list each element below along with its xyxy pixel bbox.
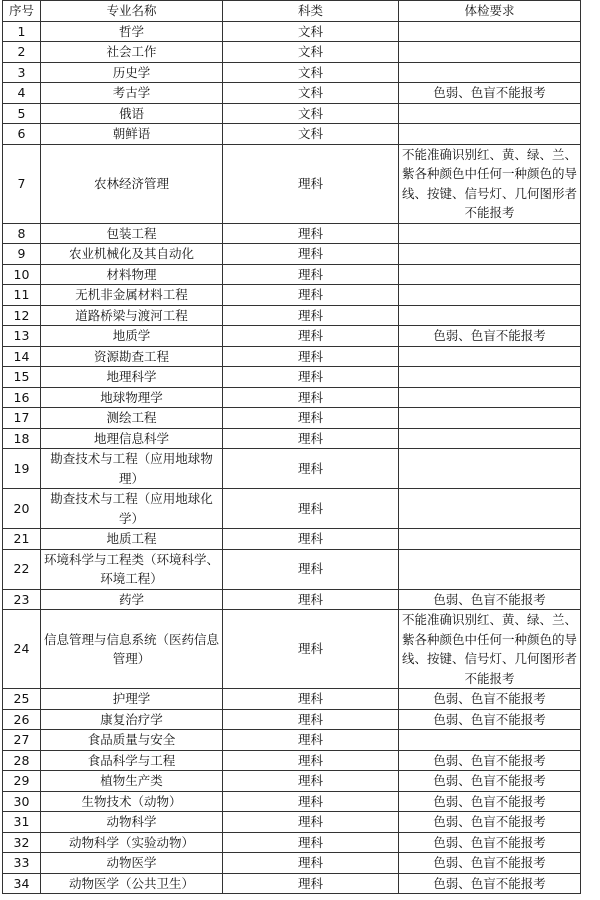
row-category: 理科 [223,244,399,265]
row-major-name: 食品质量与安全 [41,730,223,751]
row-index: 24 [3,610,41,689]
table-row [3,832,581,853]
row-major-name: 地质学 [41,326,223,347]
row-category: 理科 [223,346,399,367]
row-index: 2 [3,42,41,63]
table-row [3,62,581,83]
row-requirement [399,428,581,449]
row-index: 25 [3,689,41,710]
header-requirement: 体检要求 [399,1,581,22]
row-requirement [399,529,581,550]
row-major-name: 动物科学（实验动物） [41,832,223,853]
row-requirement: 不能准确识别红、黄、绿、兰、紫各种颜色中任何一种颜色的导线、按键、信号灯、几何图形者不能报考 [399,610,581,689]
table-row [3,428,581,449]
row-category: 理科 [223,449,399,489]
row-requirement: 色弱、色盲不能报考 [399,709,581,730]
table-row [3,610,581,689]
row-index: 12 [3,305,41,326]
row-index: 3 [3,62,41,83]
row-index: 23 [3,589,41,610]
table-row [3,529,581,550]
row-category: 理科 [223,791,399,812]
row-index: 4 [3,83,41,104]
row-index: 17 [3,408,41,429]
row-index: 20 [3,489,41,529]
row-requirement [399,346,581,367]
row-requirement: 色弱、色盲不能报考 [399,873,581,894]
row-category: 文科 [223,124,399,145]
row-major-name: 环境科学与工程类（环境科学、环境工程） [41,549,223,589]
row-category: 理科 [223,305,399,326]
row-category: 理科 [223,750,399,771]
row-index: 18 [3,428,41,449]
row-category: 理科 [223,689,399,710]
header-major-name: 专业名称 [41,1,223,22]
table-row [3,124,581,145]
row-requirement: 色弱、色盲不能报考 [399,689,581,710]
row-category: 文科 [223,42,399,63]
table-row [3,326,581,347]
row-major-name: 动物医学（公共卫生） [41,873,223,894]
row-index: 34 [3,873,41,894]
table-row [3,408,581,429]
row-requirement [399,387,581,408]
row-category: 理科 [223,326,399,347]
row-requirement: 色弱、色盲不能报考 [399,853,581,874]
row-major-name: 材料物理 [41,264,223,285]
row-category: 理科 [223,264,399,285]
row-major-name: 历史学 [41,62,223,83]
row-category: 文科 [223,83,399,104]
table-row [3,223,581,244]
table-row [3,750,581,771]
table-row [3,791,581,812]
row-requirement [399,103,581,124]
table-row [3,771,581,792]
row-category: 理科 [223,408,399,429]
row-major-name: 地理科学 [41,367,223,388]
row-major-name: 地球物理学 [41,387,223,408]
row-requirement [399,408,581,429]
row-major-name: 生物技术（动物） [41,791,223,812]
table-row [3,387,581,408]
row-category: 理科 [223,812,399,833]
row-index: 33 [3,853,41,874]
majors-table [2,0,581,894]
row-category: 理科 [223,589,399,610]
table-row [3,449,581,489]
table-row [3,83,581,104]
row-major-name: 植物生产类 [41,771,223,792]
row-requirement [399,730,581,751]
row-category: 文科 [223,21,399,42]
table-row [3,42,581,63]
row-requirement: 不能准确识别红、黄、绿、兰、紫各种颜色中任何一种颜色的导线、按键、信号灯、几何图形者不能报考 [399,144,581,223]
row-major-name: 药学 [41,589,223,610]
table-row [3,589,581,610]
table-row [3,873,581,894]
header-row [3,1,581,22]
row-requirement: 色弱、色盲不能报考 [399,832,581,853]
row-major-name: 勘查技术与工程（应用地球化学） [41,489,223,529]
row-index: 28 [3,750,41,771]
row-index: 5 [3,103,41,124]
row-major-name: 康复治疗学 [41,709,223,730]
row-requirement: 色弱、色盲不能报考 [399,750,581,771]
row-requirement [399,244,581,265]
row-index: 6 [3,124,41,145]
row-index: 21 [3,529,41,550]
row-index: 16 [3,387,41,408]
row-major-name: 地理信息科学 [41,428,223,449]
row-index: 29 [3,771,41,792]
row-index: 1 [3,21,41,42]
table-row [3,853,581,874]
row-category: 文科 [223,62,399,83]
row-index: 30 [3,791,41,812]
row-index: 26 [3,709,41,730]
row-index: 11 [3,285,41,306]
row-index: 27 [3,730,41,751]
table-row [3,244,581,265]
row-requirement [399,549,581,589]
header-category: 科类 [223,1,399,22]
row-requirement [399,449,581,489]
row-category: 理科 [223,853,399,874]
row-index: 13 [3,326,41,347]
row-requirement [399,489,581,529]
row-index: 32 [3,832,41,853]
table-row [3,730,581,751]
table-row [3,812,581,833]
row-category: 理科 [223,730,399,751]
row-major-name: 护理学 [41,689,223,710]
header-index: 序号 [3,1,41,22]
row-requirement: 色弱、色盲不能报考 [399,791,581,812]
table-row [3,103,581,124]
table-row [3,346,581,367]
row-major-name: 测绘工程 [41,408,223,429]
row-requirement [399,21,581,42]
row-major-name: 勘查技术与工程（应用地球物理） [41,449,223,489]
row-major-name: 考古学 [41,83,223,104]
row-major-name: 朝鲜语 [41,124,223,145]
row-requirement [399,285,581,306]
row-major-name: 动物医学 [41,853,223,874]
table-row [3,144,581,223]
row-index: 10 [3,264,41,285]
table-row [3,264,581,285]
row-major-name: 食品科学与工程 [41,750,223,771]
row-major-name: 资源勘查工程 [41,346,223,367]
row-major-name: 地质工程 [41,529,223,550]
row-category: 理科 [223,549,399,589]
row-requirement [399,223,581,244]
row-index: 31 [3,812,41,833]
row-category: 文科 [223,103,399,124]
row-category: 理科 [223,428,399,449]
row-category: 理科 [223,771,399,792]
row-index: 14 [3,346,41,367]
table-row [3,689,581,710]
row-requirement: 色弱、色盲不能报考 [399,812,581,833]
row-category: 理科 [223,832,399,853]
row-requirement: 色弱、色盲不能报考 [399,771,581,792]
row-category: 理科 [223,709,399,730]
table-row [3,305,581,326]
table-row [3,285,581,306]
table-row [3,709,581,730]
row-index: 15 [3,367,41,388]
row-requirement [399,42,581,63]
row-category: 理科 [223,529,399,550]
row-major-name: 道路桥梁与渡河工程 [41,305,223,326]
row-category: 理科 [223,489,399,529]
row-category: 理科 [223,367,399,388]
table-row [3,21,581,42]
row-requirement: 色弱、色盲不能报考 [399,83,581,104]
row-index: 9 [3,244,41,265]
row-major-name: 动物科学 [41,812,223,833]
row-category: 理科 [223,387,399,408]
row-requirement: 色弱、色盲不能报考 [399,589,581,610]
row-category: 理科 [223,873,399,894]
row-category: 理科 [223,144,399,223]
row-major-name: 社会工作 [41,42,223,63]
row-major-name: 无机非金属材料工程 [41,285,223,306]
row-major-name: 信息管理与信息系统（医药信息管理） [41,610,223,689]
table-row [3,367,581,388]
row-index: 8 [3,223,41,244]
row-requirement [399,305,581,326]
row-requirement [399,62,581,83]
row-category: 理科 [223,610,399,689]
row-requirement [399,124,581,145]
row-index: 7 [3,144,41,223]
row-major-name: 俄语 [41,103,223,124]
row-major-name: 农林经济管理 [41,144,223,223]
table-body [3,21,581,894]
row-index: 22 [3,549,41,589]
table-row [3,549,581,589]
row-category: 理科 [223,223,399,244]
row-requirement: 色弱、色盲不能报考 [399,326,581,347]
row-major-name: 包装工程 [41,223,223,244]
row-requirement [399,264,581,285]
row-requirement [399,367,581,388]
row-category: 理科 [223,285,399,306]
row-major-name: 农业机械化及其自动化 [41,244,223,265]
row-major-name: 哲学 [41,21,223,42]
table-row [3,489,581,529]
row-index: 19 [3,449,41,489]
